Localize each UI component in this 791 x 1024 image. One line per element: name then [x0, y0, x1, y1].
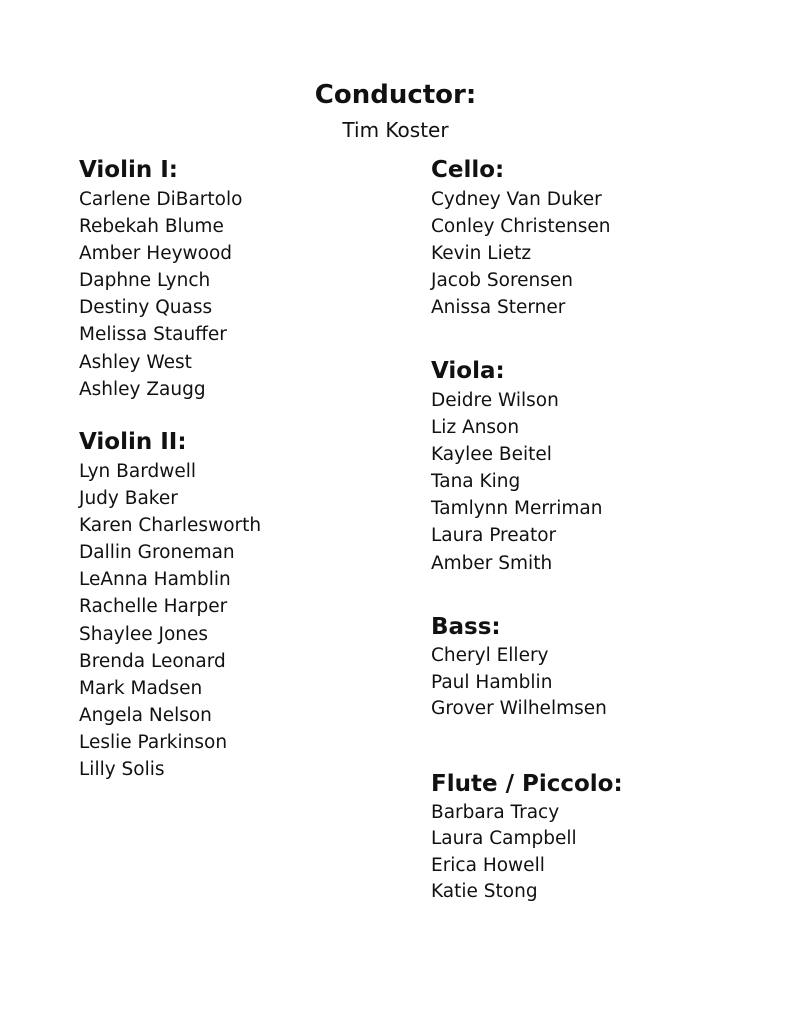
section-viola [431, 356, 602, 577]
member-name: Judy Baker [79, 488, 178, 510]
member-name: Mark Madsen [79, 677, 203, 699]
member-name: Lyn Bardwell [79, 461, 197, 482]
member-name: Liz Anson [431, 417, 520, 439]
member-list-violin-1 [79, 186, 242, 403]
section-heading-violin-1: Violin I: [79, 157, 178, 183]
member-name: Jacob Sorensen [431, 270, 574, 292]
member-name: Lilly Solis [79, 759, 165, 781]
member-name: Katie Stong [431, 880, 538, 902]
section-heading-flute-piccolo: Flute / Piccolo: [431, 771, 623, 797]
member-list-violin-2 [79, 458, 261, 783]
member-list-bass [431, 643, 607, 723]
conductor-heading: Conductor: [314, 80, 477, 110]
section-cello [431, 155, 610, 321]
member-name: Laura Campbell [431, 828, 577, 850]
member-name: Conley Christensen [431, 216, 611, 238]
member-name: Amber Smith [431, 552, 553, 574]
member-name: Carlene DiBartolo [79, 189, 243, 210]
member-name: Karen Charlesworth [79, 515, 262, 537]
member-name: Destiny Quass [79, 297, 213, 319]
section-violin-2 [79, 427, 261, 783]
member-name: Cydney Van Duker [431, 189, 602, 210]
member-list-flute-piccolo [431, 800, 623, 905]
member-name: Leslie Parkinson [79, 731, 228, 753]
member-name: LeAnna Hamblin [79, 569, 231, 591]
section-heading-violin-2: Violin II: [79, 429, 187, 455]
member-name: Ashley Zaugg [79, 378, 206, 400]
member-name: Dallin Groneman [79, 542, 235, 564]
member-name: Laura Preator [431, 525, 557, 547]
member-name: Anissa Sterner [431, 297, 566, 319]
member-list-viola [431, 387, 602, 577]
member-name: Deidre Wilson [431, 390, 559, 411]
member-name: Kevin Lietz [431, 243, 532, 265]
member-name: Grover Wilhelmsen [431, 698, 607, 719]
member-name: Erica Howell [431, 854, 545, 876]
section-violin-1 [79, 155, 242, 403]
section-heading-bass: Bass: [431, 614, 501, 640]
member-name: Daphne Lynch [79, 270, 211, 292]
member-name: Kaylee Beitel [431, 444, 552, 466]
member-name: Barbara Tracy [431, 802, 560, 823]
member-name: Rachelle Harper [79, 596, 228, 618]
member-name: Shaylee Jones [79, 623, 209, 645]
section-bass [431, 612, 607, 723]
member-name: Amber Heywood [79, 243, 233, 265]
member-name: Cheryl Ellery [431, 645, 549, 666]
member-name: Melissa Stauffer [79, 324, 227, 346]
member-name: Brenda Leonard [79, 650, 226, 672]
member-name: Tana King [431, 471, 521, 493]
member-name: Tamlynn Merriman [431, 498, 603, 520]
section-heading-cello: Cello: [431, 157, 505, 183]
member-name: Angela Nelson [79, 704, 212, 726]
conductor-name: Tim Koster [342, 118, 449, 142]
member-list-cello [431, 186, 610, 321]
section-flute-piccolo [431, 769, 623, 905]
member-name: Ashley West [79, 351, 192, 373]
member-name: Rebekah Blume [79, 216, 224, 238]
section-heading-viola: Viola: [431, 358, 505, 384]
member-name: Paul Hamblin [431, 671, 553, 693]
